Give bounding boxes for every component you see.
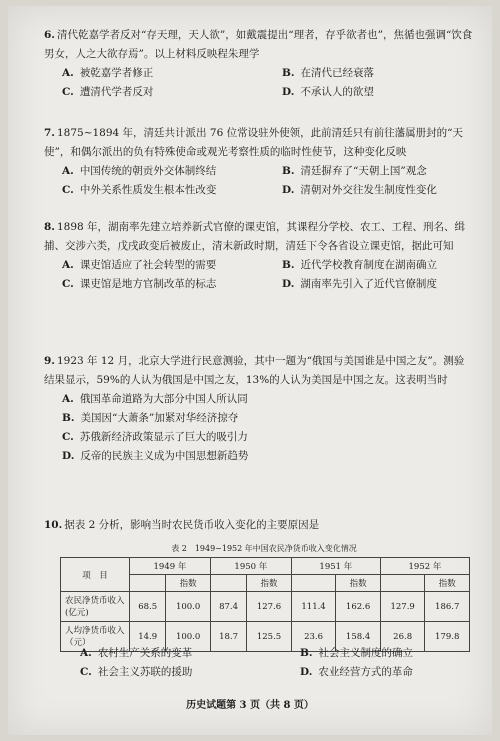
table-cell: 18.7 [210,622,246,652]
table-caption: 表 2 1949~1952 年中国农民净货币收入变化情况 [171,544,357,553]
index-header: 指数 [247,575,292,592]
blank-cell [380,575,425,592]
blank-cell [291,575,336,592]
question-stem: 8. 1898 年，湖南率先建立培养新式官僚的课吏馆，其课程分学校、农工、工程、刑名、缉捕、交涉六类，戊戌政变后被废止，清末新政时期，清廷下令各省设立课吏馆，据此可知 [44,221,466,252]
table-row [61,592,470,622]
option-d[interactable]: D. 农业经营方式的革命 [300,666,413,678]
question-stem: 9. 1923 年 12 月，北京大学进行民意测验，其中一题为“俄国与美国谁是中国之友”。测验结果显示，59%的人认为俄国是中国之友，13%的人认为美国是中国之友。这表明当时 [44,355,465,386]
option-a[interactable]: A. 农村生产关系的变革 [80,647,193,659]
question-stem: 7. 1875~1894 年，清廷共计派出 76 位常设驻外使领，此前清廷只有前往藩属册封的“天使”，和偶尔派出的负有特殊使命或观光考察性质的临时性使节，这种变化反映 [44,127,463,158]
option-c[interactable]: C. 苏俄新经济政策显示了巨大的吸引力 [62,431,248,443]
option-a[interactable]: A. 中国传统的朝贡外交体制终结 [62,165,217,177]
table-cell: 14.9 [130,622,166,652]
question-7 [44,124,474,200]
year-header: 1950 年 [210,558,291,575]
table-cell: 179.8 [425,622,470,652]
question-6 [44,26,474,102]
table-cell: 158.4 [336,622,381,652]
options [62,390,474,466]
question-9 [44,352,474,466]
table-cell: 125.5 [247,622,292,652]
option-a[interactable]: A. 俄国革命道路为大部分中国人所认同 [62,393,248,405]
question-stem: 6. 清代乾嘉学者反对“存天理，天人欲”，如戴震提出“理者，存乎欲者也”，焦循也强调“饮食男女，人之大欲存焉”。以上材料反映程朱理学 [44,29,473,60]
table-cell: 127.9 [380,592,425,622]
table-cell: 186.7 [425,592,470,622]
option-d[interactable]: D. 清朝对外交往发生制度性变化 [282,184,437,196]
question-stem: 10. 据表 2 分析，影响当时农民货币收入变化的主要原因是 [44,519,320,531]
option-b[interactable]: B. 清廷摒弃了“天朝上国”观念 [282,165,427,177]
table-cell: 127.6 [247,592,292,622]
row-label: 人均净货币收入（元） [61,622,130,652]
index-header: 指数 [166,575,211,592]
item-header: 项 目 [61,558,130,592]
question-10-options [80,644,500,682]
options [62,256,474,294]
option-b[interactable]: B. 近代学校教育制度在湖南确立 [282,259,438,271]
year-header: 1952 年 [380,558,469,575]
blank-cell [210,575,246,592]
table-cell: 100.0 [166,622,211,652]
year-header: 1949 年 [130,558,211,575]
option-d[interactable]: D. 湖南率先引入了近代官僚制度 [282,278,437,290]
options [62,64,474,102]
year-header: 1951 年 [291,558,380,575]
option-d[interactable]: D. 不承认人的欲望 [282,86,374,98]
option-a[interactable]: A. 被乾嘉学者修正 [62,67,154,79]
index-header: 指数 [425,575,470,592]
option-d[interactable]: D. 反帝的民族主义成为中国思想新趋势 [62,450,249,462]
option-c[interactable]: C. 课吏馆是地方官制改革的标志 [62,278,217,290]
table-cell: 23.6 [291,622,336,652]
row-label: 农民净货币收入(亿元) [61,592,130,622]
income-table [60,557,470,652]
table-cell: 68.5 [130,592,166,622]
exam-page [8,6,492,735]
option-b[interactable]: B. 美国因“大萧条”加紧对华经济掠夺 [62,412,239,424]
table-header-row [61,558,470,575]
page-footer: 历史试题第 3 页（共 8 页） [186,700,314,711]
index-header: 指数 [336,575,381,592]
question-8 [44,218,474,294]
option-b[interactable]: B. 在清代已经衰落 [282,67,375,79]
table-cell: 111.4 [291,592,336,622]
table-cell: 26.8 [380,622,425,652]
question-10 [44,516,474,535]
table-cell: 162.6 [336,592,381,622]
option-c[interactable]: C. 中外关系性质发生根本性改变 [62,184,217,196]
option-a[interactable]: A. 课吏馆适应了社会转型的需要 [62,259,217,271]
option-b[interactable]: B. 社会主义制度的确立 [300,647,414,659]
table-cell: 100.0 [166,592,211,622]
table-cell: 87.4 [210,592,246,622]
options [62,162,474,200]
option-c[interactable]: C. 遭清代学者反对 [62,86,154,98]
blank-cell [130,575,166,592]
option-c[interactable]: C. 社会主义苏联的援助 [80,666,193,678]
